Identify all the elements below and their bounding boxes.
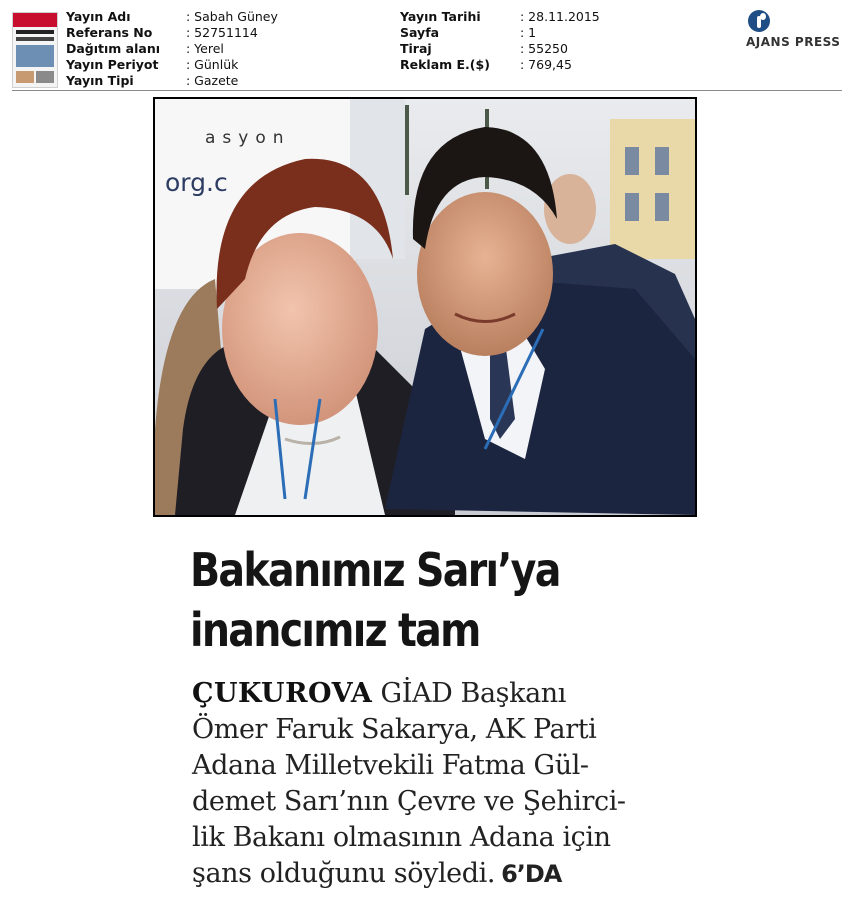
svg-text:org.c: org.c: [165, 168, 228, 197]
article-photo: [153, 97, 697, 517]
meta-row: [66, 57, 278, 73]
ajans-press-logo: [745, 10, 845, 50]
meta-row: [66, 41, 278, 57]
meta-label: Yayın Tipi: [66, 73, 134, 88]
meta-value: : 1: [520, 25, 537, 40]
body-text: GİAD Başkanı: [372, 678, 566, 709]
lead-word: ÇUKUROVA: [192, 678, 373, 709]
body-line: [192, 856, 702, 892]
meta-label: Referans No: [66, 25, 153, 40]
meta-row: [400, 25, 600, 41]
meta-row: [400, 57, 600, 73]
body-line: demet Sarı’nın Çevre ve Şehirci-: [192, 786, 626, 817]
meta-row: [66, 73, 278, 89]
headline-line: Bakanımız Sarı’ya: [190, 543, 560, 597]
meta-value: : 28.11.2015: [520, 9, 600, 24]
svg-text:asyon: asyon: [205, 128, 291, 148]
meta-label: Tiraj: [400, 41, 432, 56]
logo-text: AJANS PRESS: [746, 35, 841, 49]
meta-value: : 55250: [520, 41, 568, 56]
article-body: [192, 676, 702, 892]
meta-label: Reklam E.($): [400, 57, 490, 72]
meta-value: : 52751114: [186, 25, 258, 40]
article-headline: [190, 540, 672, 660]
body-line: [192, 676, 702, 712]
meta-row: [400, 9, 600, 25]
body-line: lik Bakanı olmasının Adana için: [192, 822, 611, 853]
header-divider: [12, 90, 842, 91]
meta-value: : 769,45: [520, 57, 572, 72]
meta-label: Yayın Tarihi: [400, 9, 481, 24]
photo-illustration: [155, 99, 695, 515]
meta-row: [66, 9, 278, 25]
meta-value: : Günlük: [186, 57, 239, 72]
body-line: Ömer Faruk Sakarya, AK Parti: [192, 714, 597, 745]
newspaper-thumbnail: [12, 12, 58, 88]
meta-label: Yayın Adı: [66, 9, 131, 24]
headline-line: inancımız tam: [190, 603, 480, 657]
meta-value: : Sabah Güney: [186, 9, 278, 24]
meta-value: : Gazete: [186, 73, 239, 88]
body-text: şans olduğunu söyledi.: [192, 858, 496, 889]
publication-meta-right: [400, 9, 600, 73]
meta-row: [400, 41, 600, 57]
meta-label: Sayfa: [400, 25, 440, 40]
page-reference: 6’DA: [501, 860, 562, 888]
ajans-press-mark-icon: [748, 10, 770, 32]
meta-label: Yayın Periyot: [66, 57, 159, 72]
publication-meta-left: [66, 9, 278, 89]
meta-value: : Yerel: [186, 41, 224, 56]
meta-label: Dağıtım alanı: [66, 41, 161, 56]
meta-row: [66, 25, 278, 41]
body-line: Adana Milletvekili Fatma Gül-: [192, 750, 589, 781]
